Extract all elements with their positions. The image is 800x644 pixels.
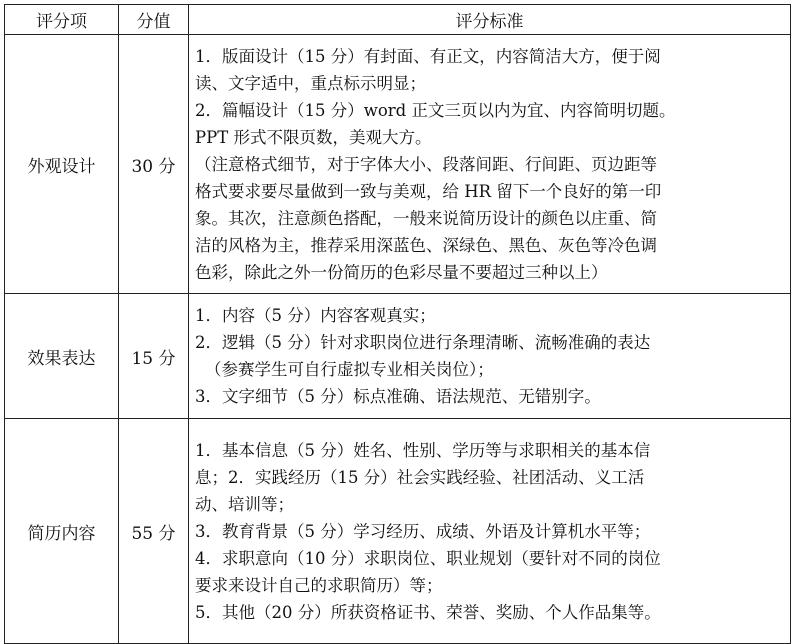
criteria-line: 息；2．实践经历（15 分）社会实践经验、社团活动、义工活 [195, 467, 645, 487]
criteria-cell [189, 35, 791, 294]
criteria-cell [189, 419, 791, 644]
criteria-line: 3．教育背景（5 分）学习经历、成绩、外语及计算机水平等； [195, 521, 651, 541]
criteria-line: 5．其他（20 分）所获资格证书、荣誉、奖励、个人作品集等。 [195, 602, 661, 622]
scoring-rubric-table [4, 4, 791, 644]
criteria-cell [189, 294, 791, 419]
item-cell: 简历内容 [5, 419, 119, 644]
score-cell: 30 分 [119, 35, 189, 294]
criteria-line: 读、文字适中，重点标示明显； [195, 73, 426, 93]
item-cell: 外观设计 [5, 35, 119, 294]
criteria-line: 2．篇幅设计（15 分）word 正文三页以内为宜、内容简明切题。 [195, 100, 676, 120]
table-row [5, 419, 791, 644]
criteria-line: 3．文字细节（5 分）标点准确、语法规范、无错别字。 [195, 387, 601, 406]
score-cell: 55 分 [119, 419, 189, 644]
table-row [5, 294, 791, 419]
criteria-line: 4．求职意向（10 分）求职岗位、职业规划（要针对不同的岗位 [195, 548, 661, 568]
header-row [5, 5, 791, 35]
criteria-line: （参赛学生可自行虚拟专业相关岗位）； [205, 360, 494, 379]
criteria-line: 格式要求要尽量做到一致与美观，给 HR 留下一个良好的第一印 [195, 181, 662, 201]
criteria-line: 1．基本信息（5 分）姓名、性别、学历等与求职相关的基本信 [195, 440, 651, 460]
score-cell: 15 分 [119, 294, 189, 419]
criteria-line: 色彩，除此之外一份简历的色彩尽量不要超过三种以上） [195, 262, 608, 282]
criteria-line: （注意格式细节，对于字体大小、段落间距、行间距、页边距等 [195, 154, 657, 174]
header-criteria: 评分标准 [189, 5, 791, 35]
criteria-line: 洁的风格为主，推荐采用深蓝色、深绿色、黑色、灰色等冷色调 [195, 235, 657, 255]
criteria-line: 动、培训等； [195, 494, 294, 514]
criteria-line: 2．逻辑（5 分）针对求职岗位进行条理清晰、流畅准确的表达 [195, 333, 651, 352]
header-score: 分值 [119, 5, 189, 35]
criteria-line: 1．版面设计（15 分）有封面、有正文，内容简洁大方，便于阅 [195, 46, 661, 66]
criteria-line: 象。其次，注意颜色搭配，一般来说简历设计的颜色以庄重、简 [195, 208, 657, 228]
header-item: 评分项 [5, 5, 119, 35]
item-cell: 效果表达 [5, 294, 119, 419]
criteria-line: 1．内容（5 分）内容客观真实； [195, 306, 436, 325]
criteria-line: 要求来设计自己的求职简历）等； [195, 575, 443, 595]
table-row [5, 35, 791, 294]
criteria-line: PPT 形式不限页数，美观大方。 [195, 127, 432, 147]
